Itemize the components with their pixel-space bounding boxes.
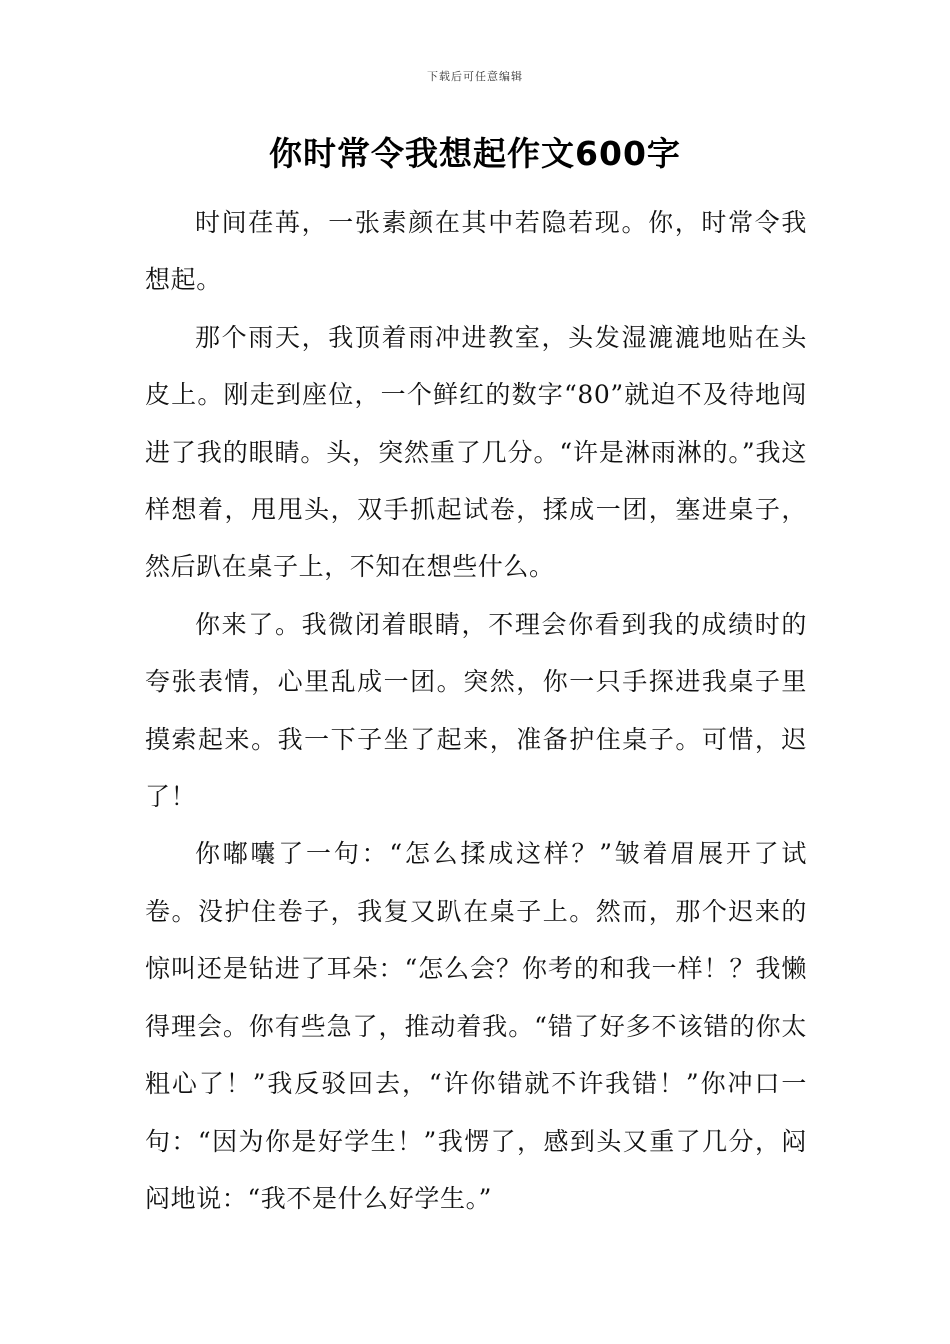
paragraph-3: 你来了。我微闭着眼睛，不理会你看到我的成绩时的夸张表情，心里乱成一团。突然，你一只手探进我桌子里摸索起来。我一下子坐了起来，准备护住桌子。可惜，迟了！	[145, 609, 807, 812]
paragraph-4: 你嘟囔了一句：“怎么揉成这样？”皱着眉展开了试卷。没护住卷子，我复又趴在桌子上。然而，那个迟来的惊叫还是钻进了耳朵：“怎么会？你考的和我一样！？我懒得理会。你有些急了，推动着我。“错了好多不该错的你太粗心了！”我反驳回去，“许你错就不许我错！”你冲口一句：“因为你是好学生！”我愣了，感到头又重了几分，闷闷地说：“我不是什么好学生。”	[145, 839, 807, 1213]
essay-title: 你时常令我想起作文600字	[269, 134, 681, 173]
paragraph-2: 那个雨天，我顶着雨冲进教室，头发湿漉漉地贴在头皮上。刚走到座位，一个鲜红的数字“80”就迫不及待地闯进了我的眼睛。头，突然重了几分。“许是淋雨淋的。”我这样想着，甩甩头，双手抓起试卷，揉成一团，塞进桌子，然后趴在桌子上，不知在想些什么。	[145, 322, 807, 582]
header-note: 下载后可任意编辑	[427, 70, 523, 83]
paragraph-1: 时间荏苒，一张素颜在其中若隐若现。你，时常令我想起。	[145, 208, 807, 295]
essay-body	[145, 194, 807, 1227]
